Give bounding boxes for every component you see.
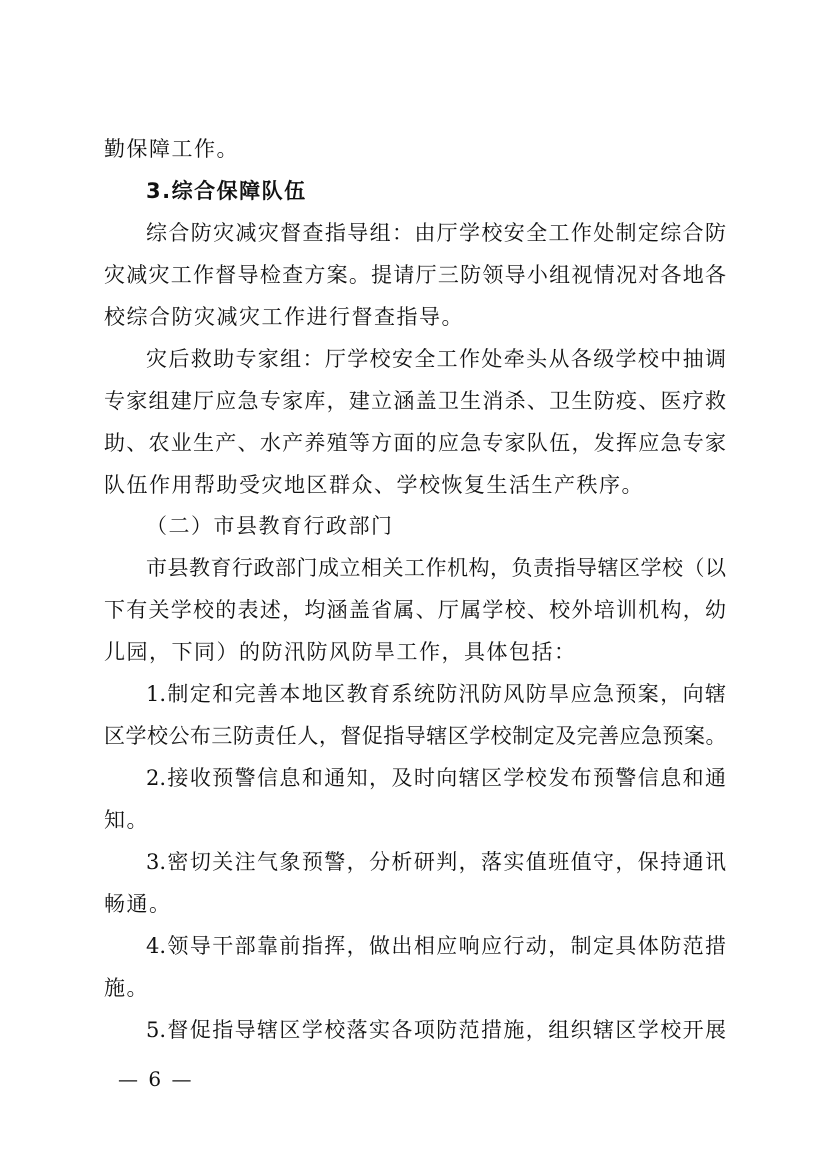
- text-line-22: 5.督促指导辖区学校落实各项防范措施，组织辖区学校开展: [146, 1018, 726, 1042]
- text-line-13: 儿园，下同）的防汛防风防旱工作，具体包括：: [104, 640, 577, 664]
- text-line-17: 知。: [104, 808, 149, 832]
- text-line-21: 施。: [104, 976, 149, 1000]
- section-heading-3: 3.综合保障队伍: [146, 179, 307, 203]
- text-line-16: 2.接收预警信息和通知，及时向辖区学校发布预警信息和通: [146, 766, 726, 790]
- text-line-15: 区学校公布三防责任人，督促指导辖区学校制定及完善应急预案。: [104, 724, 726, 748]
- text-line-7: 专家组建厅应急专家库，建立涵盖卫生消杀、卫生防疫、医疗救: [104, 389, 726, 413]
- text-line-20: 4.领导干部靠前指挥，做出相应响应行动，制定具体防范措: [146, 934, 726, 958]
- text-line-19: 畅通。: [104, 892, 172, 916]
- section-heading-2: （二）市县教育行政部门: [146, 514, 394, 538]
- text-line-8: 助、农业生产、水产养殖等方面的应急专家队伍，发挥应急专家: [104, 431, 726, 455]
- text-line-11: 市县教育行政部门成立相关工作机构，负责指导辖区学校（以: [146, 556, 726, 580]
- text-line-14: 1.制定和完善本地区教育系统防汛防风防旱应急预案，向辖: [146, 682, 726, 706]
- page-number: — 6 —: [118, 1067, 194, 1091]
- text-line-6: 灾后救助专家组：厅学校安全工作处牵头从各级学校中抽调: [146, 347, 726, 371]
- text-line-9: 队伍作用帮助受灾地区群众、学校恢复生活生产秩序。: [104, 473, 644, 497]
- text-line-5: 校综合防灾减灾工作进行督查指导。: [104, 305, 464, 329]
- text-line-4: 灾减灾工作督导检查方案。提请厅三防领导小组视情况对各地各: [104, 263, 726, 287]
- text-line-18: 3.密切关注气象预警，分析研判，落实值班值守，保持通讯: [146, 850, 726, 874]
- text-line-3: 综合防灾减灾督查指导组：由厅学校安全工作处制定综合防: [146, 221, 726, 245]
- text-line-12: 下有关学校的表述，均涵盖省属、厅属学校、校外培训机构，幼: [104, 598, 726, 622]
- text-line-1: 勤保障工作。: [104, 137, 239, 161]
